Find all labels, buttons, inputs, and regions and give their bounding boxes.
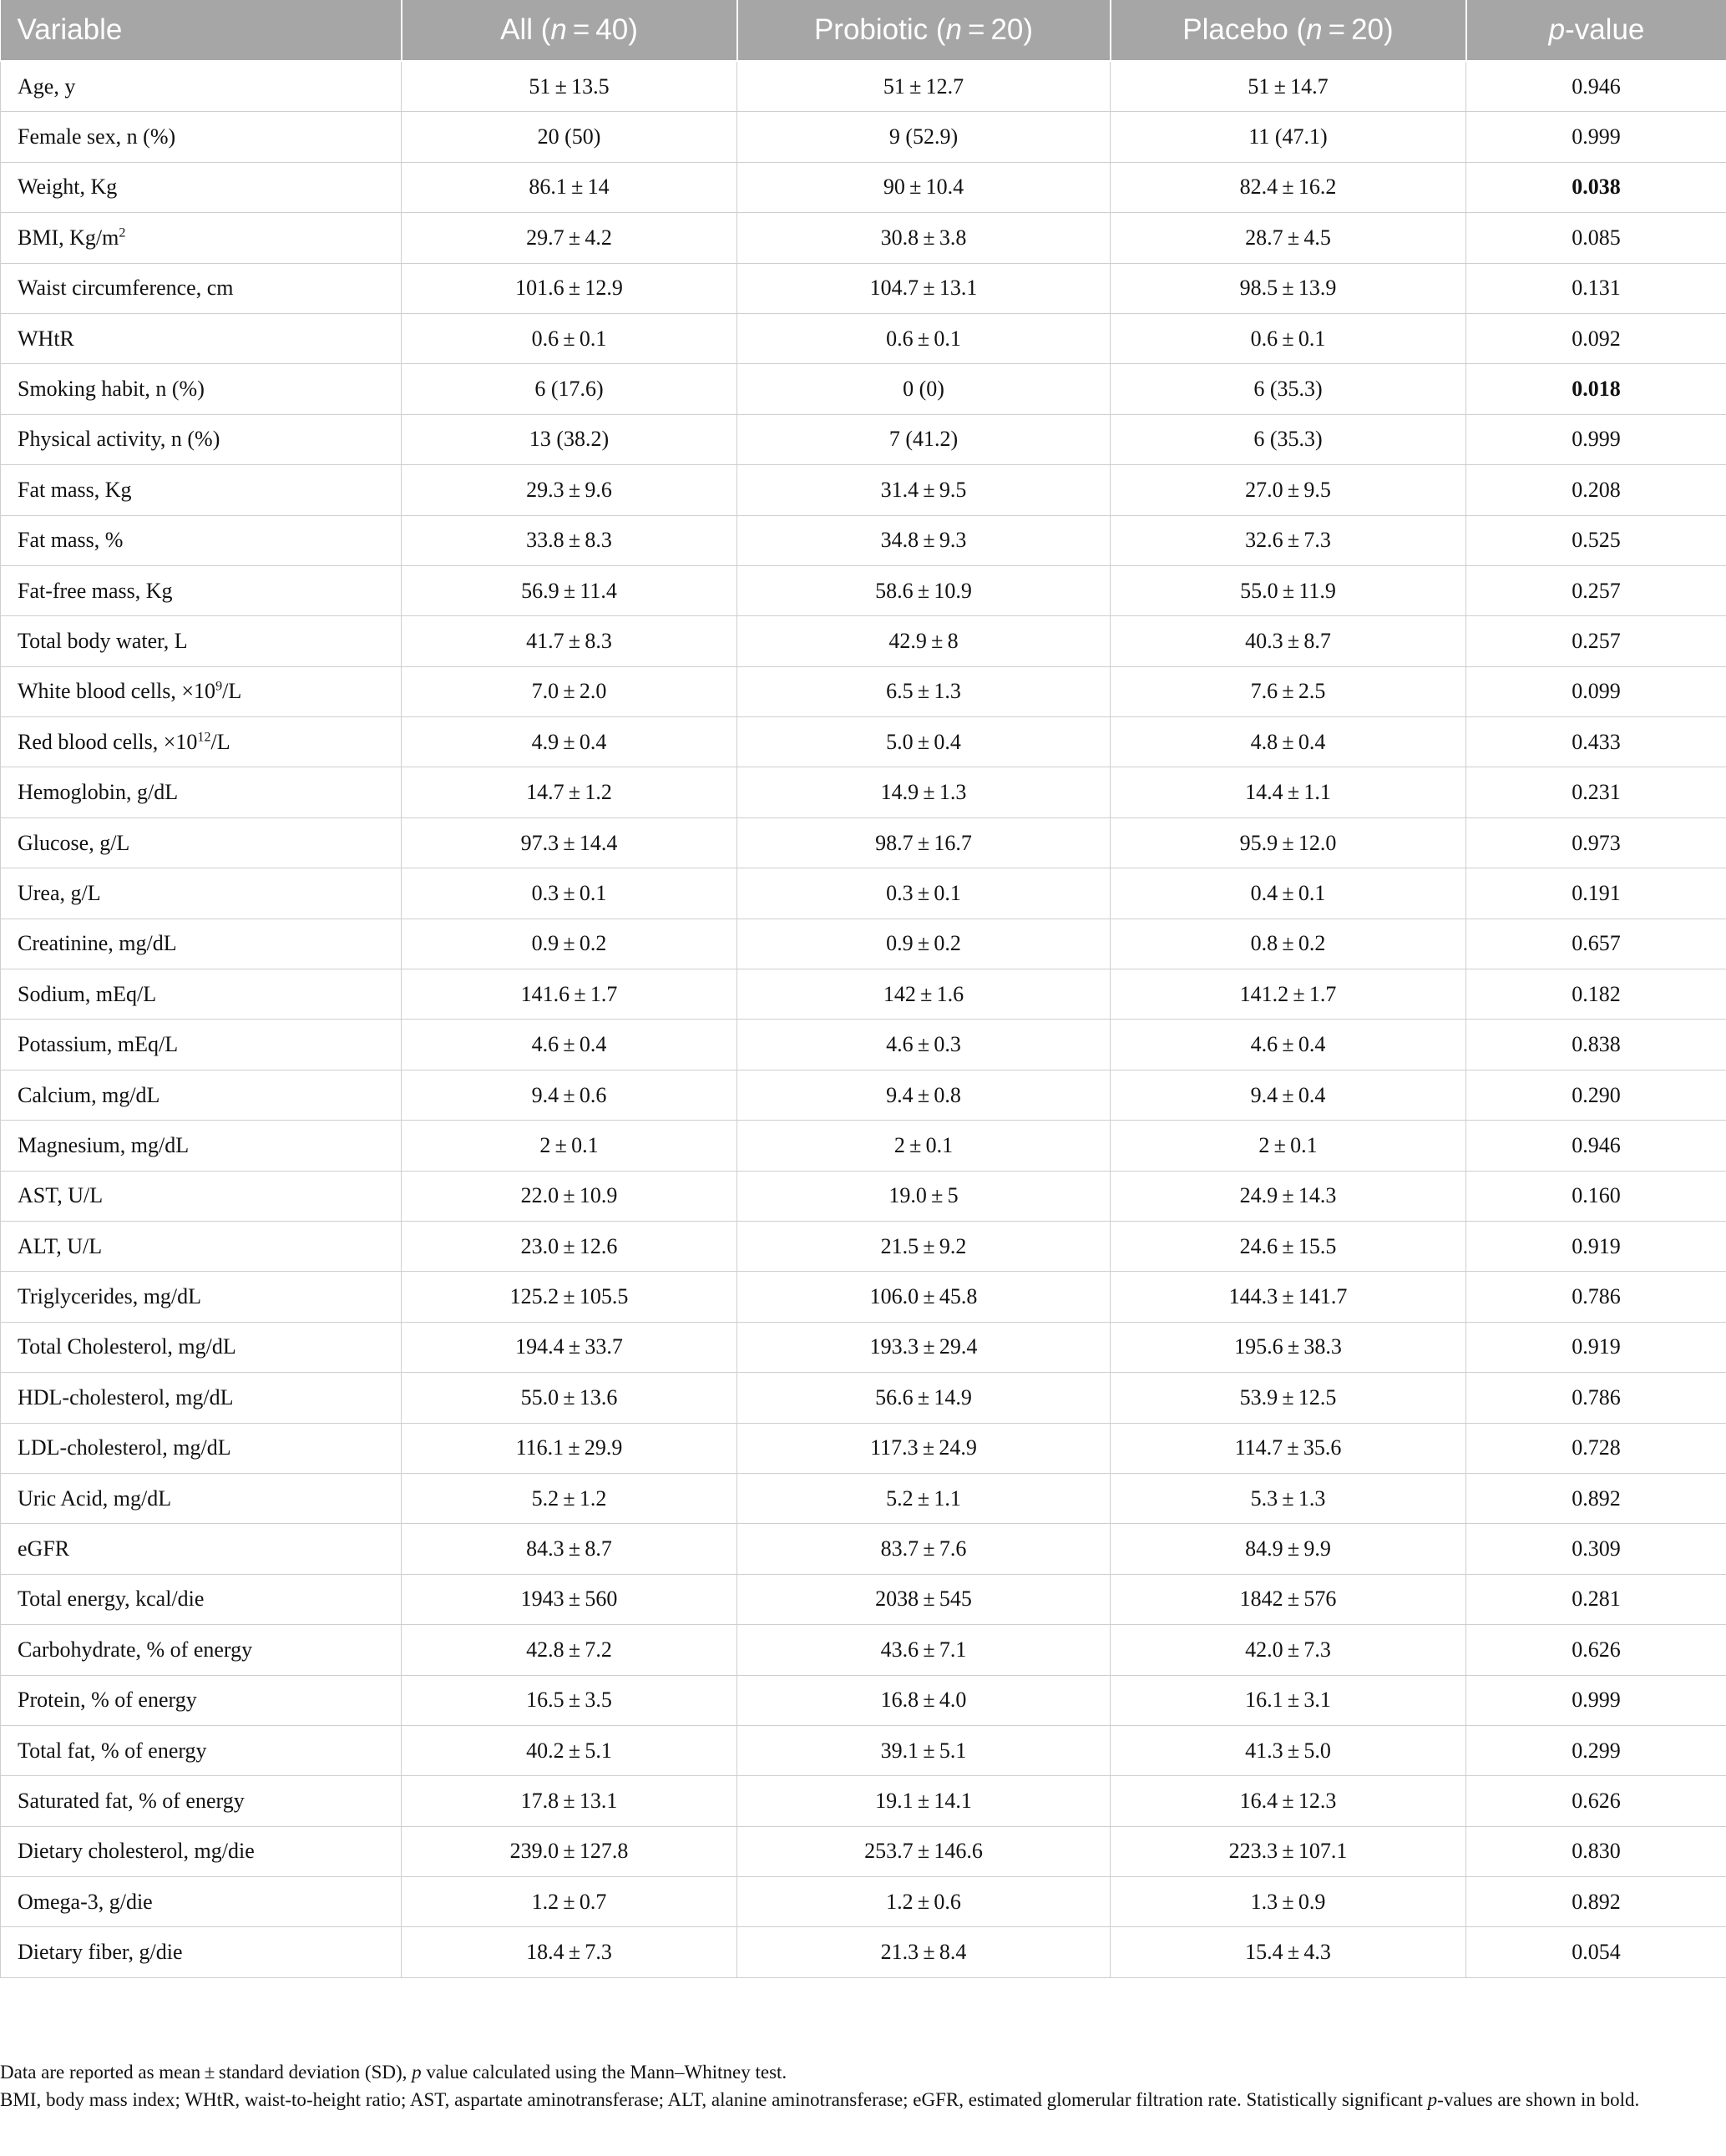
cell-pvalue: 0.892 (1466, 1473, 1726, 1523)
cell-all: 9.4 ± 0.6 (402, 1070, 737, 1120)
cell-placebo: 223.3 ± 107.1 (1111, 1826, 1466, 1876)
cell-pvalue: 0.626 (1466, 1776, 1726, 1826)
cell-probiotic: 43.6 ± 7.1 (737, 1625, 1111, 1675)
cell-placebo: 95.9 ± 12.0 (1111, 817, 1466, 868)
header-probiotic: Probiotic (n = 20) (737, 0, 1111, 61)
cell-all: 18.4 ± 7.3 (402, 1927, 737, 1977)
table-row (1, 817, 1726, 868)
cell-pvalue: 0.018 (1466, 364, 1726, 414)
cell-pvalue: 0.626 (1466, 1625, 1726, 1675)
table-row (1, 1121, 1726, 1171)
cell-all: 101.6 ± 12.9 (402, 263, 737, 313)
row-label: WHtR (1, 313, 402, 363)
table-row (1, 1826, 1726, 1876)
row-label: Age, y (1, 61, 402, 112)
cell-pvalue: 0.919 (1466, 1322, 1726, 1372)
cell-all: 14.7 ± 1.2 (402, 767, 737, 817)
row-label: Fat-free mass, Kg (1, 565, 402, 615)
table-row (1, 1473, 1726, 1523)
cell-placebo: 6 (35.3) (1111, 364, 1466, 414)
cell-probiotic: 51 ± 12.7 (737, 61, 1111, 112)
row-label: Total energy, kcal/die (1, 1574, 402, 1624)
cell-all: 22.0 ± 10.9 (402, 1171, 737, 1221)
cell-pvalue: 0.054 (1466, 1927, 1726, 1977)
row-label: Uric Acid, mg/dL (1, 1473, 402, 1523)
cell-pvalue: 0.257 (1466, 616, 1726, 666)
cell-probiotic: 106.0 ± 45.8 (737, 1272, 1111, 1322)
table-row (1, 1574, 1726, 1624)
cell-pvalue: 0.525 (1466, 515, 1726, 565)
footnote-abbreviations: BMI, body mass index; WHtR, waist-to-height ratio; AST, aspartate aminotransferase; ALT, alanine aminotransferase; eGFR, estimated glomerular filtration rate. Statistically significant p-values are shown in bold. (0, 2089, 1640, 2110)
cell-pvalue: 0.728 (1466, 1423, 1726, 1473)
cell-probiotic: 2 ± 0.1 (737, 1121, 1111, 1171)
cell-placebo: 27.0 ± 9.5 (1111, 465, 1466, 515)
cell-probiotic: 14.9 ± 1.3 (737, 767, 1111, 817)
table-row (1, 1070, 1726, 1120)
table-row (1, 969, 1726, 1020)
cell-pvalue: 0.786 (1466, 1272, 1726, 1322)
cell-probiotic: 21.3 ± 8.4 (737, 1927, 1111, 1977)
row-label: Carbohydrate, % of energy (1, 1625, 402, 1675)
table-row (1, 61, 1726, 112)
row-label: Fat mass, % (1, 515, 402, 565)
row-label: Triglycerides, mg/dL (1, 1272, 402, 1322)
cell-placebo: 141.2 ± 1.7 (1111, 969, 1466, 1020)
cell-probiotic: 34.8 ± 9.3 (737, 515, 1111, 565)
table-row (1, 364, 1726, 414)
cell-probiotic: 0.9 ± 0.2 (737, 919, 1111, 969)
cell-pvalue: 0.182 (1466, 969, 1726, 1020)
cell-all: 51 ± 13.5 (402, 61, 737, 112)
row-label: LDL-cholesterol, mg/dL (1, 1423, 402, 1473)
cell-probiotic: 31.4 ± 9.5 (737, 465, 1111, 515)
cell-probiotic: 39.1 ± 5.1 (737, 1725, 1111, 1775)
table-row (1, 1221, 1726, 1271)
cell-probiotic: 21.5 ± 9.2 (737, 1221, 1111, 1271)
table-row (1, 112, 1726, 162)
table-row (1, 1373, 1726, 1423)
cell-probiotic: 19.1 ± 14.1 (737, 1776, 1111, 1826)
cell-pvalue: 0.131 (1466, 263, 1726, 313)
row-label: Dietary fiber, g/die (1, 1927, 402, 1977)
cell-placebo: 0.8 ± 0.2 (1111, 919, 1466, 969)
table-row (1, 919, 1726, 969)
row-label: Creatinine, mg/dL (1, 919, 402, 969)
cell-probiotic: 58.6 ± 10.9 (737, 565, 1111, 615)
cell-pvalue: 0.433 (1466, 717, 1726, 767)
cell-pvalue: 0.099 (1466, 666, 1726, 716)
header-variable: Variable (1, 0, 402, 61)
cell-all: 33.8 ± 8.3 (402, 515, 737, 565)
header-all: All (n = 40) (402, 0, 737, 61)
row-label: Total body water, L (1, 616, 402, 666)
row-label: eGFR (1, 1524, 402, 1574)
cell-pvalue: 0.290 (1466, 1070, 1726, 1120)
cell-probiotic: 42.9 ± 8 (737, 616, 1111, 666)
table-row (1, 263, 1726, 313)
cell-probiotic: 19.0 ± 5 (737, 1171, 1111, 1221)
footnote-data-description: Data are reported as mean ± standard deviation (SD), p value calculated using the Mann–Whitney test. (0, 2062, 787, 2083)
row-label: Glucose, g/L (1, 817, 402, 868)
cell-probiotic: 56.6 ± 14.9 (737, 1373, 1111, 1423)
cell-pvalue: 0.092 (1466, 313, 1726, 363)
cell-placebo: 32.6 ± 7.3 (1111, 515, 1466, 565)
cell-placebo: 53.9 ± 12.5 (1111, 1373, 1466, 1423)
cell-probiotic: 5.0 ± 0.4 (737, 717, 1111, 767)
cell-all: 116.1 ± 29.9 (402, 1423, 737, 1473)
cell-placebo: 24.9 ± 14.3 (1111, 1171, 1466, 1221)
cell-all: 1943 ± 560 (402, 1574, 737, 1624)
row-label: Potassium, mEq/L (1, 1020, 402, 1070)
row-label: Urea, g/L (1, 868, 402, 919)
cell-probiotic: 83.7 ± 7.6 (737, 1524, 1111, 1574)
cell-probiotic: 253.7 ± 146.6 (737, 1826, 1111, 1876)
cell-pvalue: 0.657 (1466, 919, 1726, 969)
table-row (1, 1725, 1726, 1775)
cell-placebo: 7.6 ± 2.5 (1111, 666, 1466, 716)
cell-probiotic: 0.6 ± 0.1 (737, 313, 1111, 363)
cell-placebo: 0.6 ± 0.1 (1111, 313, 1466, 363)
cell-all: 4.6 ± 0.4 (402, 1020, 737, 1070)
cell-pvalue: 0.946 (1466, 61, 1726, 112)
cell-pvalue: 0.160 (1466, 1171, 1726, 1221)
cell-pvalue: 0.786 (1466, 1373, 1726, 1423)
cell-pvalue: 0.830 (1466, 1826, 1726, 1876)
cell-probiotic: 0 (0) (737, 364, 1111, 414)
cell-all: 0.6 ± 0.1 (402, 313, 737, 363)
table-row (1, 565, 1726, 615)
row-label: Magnesium, mg/dL (1, 1121, 402, 1171)
table-row (1, 1675, 1726, 1725)
cell-placebo: 4.8 ± 0.4 (1111, 717, 1466, 767)
row-label: Hemoglobin, g/dL (1, 767, 402, 817)
row-label: AST, U/L (1, 1171, 402, 1221)
cell-placebo: 0.4 ± 0.1 (1111, 868, 1466, 919)
cell-all: 23.0 ± 12.6 (402, 1221, 737, 1271)
table-row (1, 313, 1726, 363)
cell-pvalue: 0.892 (1466, 1877, 1726, 1927)
cell-probiotic: 104.7 ± 13.1 (737, 263, 1111, 313)
cell-probiotic: 98.7 ± 16.7 (737, 817, 1111, 868)
cell-pvalue: 0.838 (1466, 1020, 1726, 1070)
table-row (1, 717, 1726, 767)
cell-probiotic: 9.4 ± 0.8 (737, 1070, 1111, 1120)
table-row (1, 162, 1726, 212)
table-row (1, 1171, 1726, 1221)
cell-probiotic: 5.2 ± 1.1 (737, 1473, 1111, 1523)
cell-pvalue: 0.085 (1466, 213, 1726, 263)
table-row (1, 1423, 1726, 1473)
cell-placebo: 9.4 ± 0.4 (1111, 1070, 1466, 1120)
cell-placebo: 28.7 ± 4.5 (1111, 213, 1466, 263)
cell-placebo: 55.0 ± 11.9 (1111, 565, 1466, 615)
table-row (1, 1272, 1726, 1322)
cell-pvalue: 0.231 (1466, 767, 1726, 817)
cell-placebo: 41.3 ± 5.0 (1111, 1725, 1466, 1775)
row-label: Sodium, mEq/L (1, 969, 402, 1020)
cell-pvalue: 0.999 (1466, 1675, 1726, 1725)
cell-all: 4.9 ± 0.4 (402, 717, 737, 767)
table-row (1, 1322, 1726, 1372)
cell-all: 29.3 ± 9.6 (402, 465, 737, 515)
row-label: Female sex, n (%) (1, 112, 402, 162)
cell-all: 17.8 ± 13.1 (402, 1776, 737, 1826)
cell-probiotic: 193.3 ± 29.4 (737, 1322, 1111, 1372)
row-label: Dietary cholesterol, mg/die (1, 1826, 402, 1876)
row-label: Fat mass, Kg (1, 465, 402, 515)
cell-placebo: 1.3 ± 0.9 (1111, 1877, 1466, 1927)
cell-pvalue: 0.038 (1466, 162, 1726, 212)
cell-all: 0.3 ± 0.1 (402, 868, 737, 919)
row-label: Protein, % of energy (1, 1675, 402, 1725)
table-row (1, 767, 1726, 817)
row-label: White blood cells, $\times 10^9/L$ (1, 666, 402, 716)
cell-probiotic: 6.5 ± 1.3 (737, 666, 1111, 716)
row-label: Weight, Kg (1, 162, 402, 212)
row-label: Smoking habit, n (%) (1, 364, 402, 414)
table-row (1, 1625, 1726, 1675)
cell-all: 0.9 ± 0.2 (402, 919, 737, 969)
cell-all: 7.0 ± 2.0 (402, 666, 737, 716)
cell-probiotic: 9 (52.9) (737, 112, 1111, 162)
table-row (1, 1776, 1726, 1826)
cell-all: 56.9 ± 11.4 (402, 565, 737, 615)
cell-probiotic: 4.6 ± 0.3 (737, 1020, 1111, 1070)
cell-pvalue: 0.973 (1466, 817, 1726, 868)
cell-placebo: 16.4 ± 12.3 (1111, 1776, 1466, 1826)
cell-probiotic: 117.3 ± 24.9 (737, 1423, 1111, 1473)
table-row (1, 868, 1726, 919)
cell-all: 141.6 ± 1.7 (402, 969, 737, 1020)
table-row (1, 1877, 1726, 1927)
cell-placebo: 4.6 ± 0.4 (1111, 1020, 1466, 1070)
cell-probiotic: 0.3 ± 0.1 (737, 868, 1111, 919)
cell-placebo: 40.3 ± 8.7 (1111, 616, 1466, 666)
cell-placebo: 15.4 ± 4.3 (1111, 1927, 1466, 1977)
cell-placebo: 2 ± 0.1 (1111, 1121, 1466, 1171)
cell-all: 20 (50) (402, 112, 737, 162)
table-row (1, 616, 1726, 666)
cell-probiotic: 90 ± 10.4 (737, 162, 1111, 212)
cell-pvalue: 0.191 (1466, 868, 1726, 919)
cell-pvalue: 0.999 (1466, 112, 1726, 162)
cell-all: 40.2 ± 5.1 (402, 1725, 737, 1775)
cell-probiotic: 7 (41.2) (737, 414, 1111, 464)
cell-probiotic: 16.8 ± 4.0 (737, 1675, 1111, 1725)
cell-probiotic: 1.2 ± 0.6 (737, 1877, 1111, 1927)
cell-all: 2 ± 0.1 (402, 1121, 737, 1171)
cell-all: 6 (17.6) (402, 364, 737, 414)
cell-all: 194.4 ± 33.7 (402, 1322, 737, 1372)
cell-placebo: 114.7 ± 35.6 (1111, 1423, 1466, 1473)
cell-probiotic: 142 ± 1.6 (737, 969, 1111, 1020)
row-label: HDL-cholesterol, mg/dL (1, 1373, 402, 1423)
table-footnotes (0, 2058, 1703, 2113)
cell-placebo: 5.3 ± 1.3 (1111, 1473, 1466, 1523)
cell-placebo: 98.5 ± 13.9 (1111, 263, 1466, 313)
cell-placebo: 6 (35.3) (1111, 414, 1466, 464)
row-label: Calcium, mg/dL (1, 1070, 402, 1120)
table-row (1, 1020, 1726, 1070)
cell-placebo: 14.4 ± 1.1 (1111, 767, 1466, 817)
cell-pvalue: 0.309 (1466, 1524, 1726, 1574)
header-pvalue: p-value (1466, 0, 1726, 61)
table-row (1, 414, 1726, 464)
row-label: Omega-3, g/die (1, 1877, 402, 1927)
cell-probiotic: 30.8 ± 3.8 (737, 213, 1111, 263)
cell-placebo: 51 ± 14.7 (1111, 61, 1466, 112)
table-body (1, 61, 1726, 1977)
cell-all: 5.2 ± 1.2 (402, 1473, 737, 1523)
table-row (1, 1927, 1726, 1977)
row-label: Total Cholesterol, mg/dL (1, 1322, 402, 1372)
cell-probiotic: 2038 ± 545 (737, 1574, 1111, 1624)
cell-all: 239.0 ± 127.8 (402, 1826, 737, 1876)
cell-pvalue: 0.299 (1466, 1725, 1726, 1775)
cell-placebo: 1842 ± 576 (1111, 1574, 1466, 1624)
header-row (1, 0, 1726, 61)
cell-all: 41.7 ± 8.3 (402, 616, 737, 666)
row-label: Waist circumference, cm (1, 263, 402, 313)
row-label: Total fat, % of energy (1, 1725, 402, 1775)
table-row (1, 1524, 1726, 1574)
cell-pvalue: 0.946 (1466, 1121, 1726, 1171)
cell-pvalue: 0.208 (1466, 465, 1726, 515)
cell-all: 42.8 ± 7.2 (402, 1625, 737, 1675)
cell-placebo: 11 (47.1) (1111, 112, 1466, 162)
cell-all: 86.1 ± 14 (402, 162, 737, 212)
row-label: Saturated fat, % of energy (1, 1776, 402, 1826)
cell-pvalue: 0.919 (1466, 1221, 1726, 1271)
table-row (1, 213, 1726, 263)
cell-all: 84.3 ± 8.7 (402, 1524, 737, 1574)
cell-placebo: 195.6 ± 38.3 (1111, 1322, 1466, 1372)
cell-placebo: 42.0 ± 7.3 (1111, 1625, 1466, 1675)
cell-all: 125.2 ± 105.5 (402, 1272, 737, 1322)
table-row (1, 515, 1726, 565)
cell-all: 97.3 ± 14.4 (402, 817, 737, 868)
cell-all: 55.0 ± 13.6 (402, 1373, 737, 1423)
cell-all: 16.5 ± 3.5 (402, 1675, 737, 1725)
row-label: ALT, U/L (1, 1221, 402, 1271)
cell-placebo: 84.9 ± 9.9 (1111, 1524, 1466, 1574)
cell-placebo: 144.3 ± 141.7 (1111, 1272, 1466, 1322)
row-label: BMI, $Kg/m^2$ (1, 213, 402, 263)
cell-placebo: 16.1 ± 3.1 (1111, 1675, 1466, 1725)
cell-pvalue: 0.257 (1466, 565, 1726, 615)
cell-all: 1.2 ± 0.7 (402, 1877, 737, 1927)
cell-pvalue: 0.999 (1466, 414, 1726, 464)
cell-all: 29.7 ± 4.2 (402, 213, 737, 263)
cell-all: 13 (38.2) (402, 414, 737, 464)
table-row (1, 465, 1726, 515)
cell-placebo: 82.4 ± 16.2 (1111, 162, 1466, 212)
row-label: Physical activity, n (%) (1, 414, 402, 464)
header-placebo: Placebo (n = 20) (1111, 0, 1466, 61)
table-row (1, 666, 1726, 716)
cell-placebo: 24.6 ± 15.5 (1111, 1221, 1466, 1271)
row-label: Red blood cells, $\times 10^{12}/L$ (1, 717, 402, 767)
cell-pvalue: 0.281 (1466, 1574, 1726, 1624)
